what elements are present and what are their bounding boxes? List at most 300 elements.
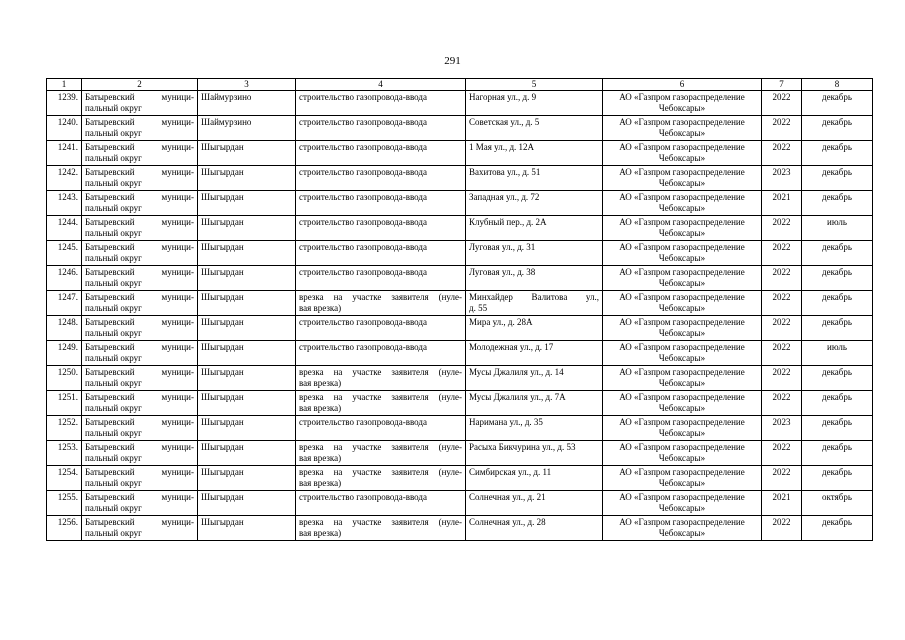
row-number-cell — [47, 166, 82, 191]
work-type-cell-text — [299, 203, 462, 214]
work-type-cell-text: врезка на участке заявителя (нуле- — [299, 292, 462, 302]
year-cell-text: 2022 — [772, 217, 791, 227]
settlement-cell-text: Шыгырдан — [201, 292, 244, 302]
column-header: 3 — [198, 79, 296, 91]
month-cell-text: декабрь — [822, 142, 852, 152]
row-number-cell — [47, 191, 82, 216]
row-number-cell-text: 1249. — [57, 342, 78, 352]
settlement-cell — [198, 366, 296, 391]
organization-cell-text: АО «Газпром газораспределение — [619, 517, 745, 527]
organization-cell — [603, 116, 762, 141]
month-cell — [802, 241, 873, 266]
month-cell — [802, 441, 873, 466]
table-row — [47, 141, 873, 166]
address-cell — [466, 516, 603, 541]
settlement-cell-text: Шыгырдан — [201, 442, 244, 452]
month-cell — [802, 191, 873, 216]
address-cell-text: 1 Мая ул., д. 12А — [469, 142, 535, 152]
address-cell — [466, 241, 603, 266]
settlement-cell — [198, 216, 296, 241]
organization-cell-text: АО «Газпром газораспределение — [619, 467, 745, 477]
district-cell-text: пальный округ — [85, 378, 142, 388]
organization-cell-text: Чебоксары» — [658, 303, 706, 313]
row-number-cell — [47, 391, 82, 416]
address-cell-text: Советская ул., д. 5 — [469, 117, 540, 127]
year-cell — [762, 366, 802, 391]
organization-cell — [603, 341, 762, 366]
address-cell-text — [469, 428, 599, 439]
work-type-cell-text — [299, 353, 462, 364]
address-cell-text: д. 55 — [469, 303, 488, 313]
district-cell-text: Батыревский муници- — [85, 292, 194, 302]
month-cell — [802, 466, 873, 491]
organization-cell-text: Чебоксары» — [658, 378, 706, 388]
work-type-cell-text — [299, 328, 462, 339]
district-cell-text: Батыревский муници- — [85, 417, 194, 427]
address-cell — [466, 141, 603, 166]
row-number-cell-text: 1247. — [57, 292, 78, 302]
organization-cell-text: АО «Газпром газораспределение — [619, 117, 745, 127]
row-number-cell — [47, 416, 82, 441]
work-type-cell-text: вая врезка) — [299, 478, 342, 488]
address-cell — [466, 491, 603, 516]
address-cell-text: Луговая ул., д. 38 — [469, 267, 536, 277]
district-cell — [82, 441, 198, 466]
address-cell — [466, 291, 603, 316]
organization-cell — [603, 366, 762, 391]
district-cell-text: Батыревский муници- — [85, 442, 194, 452]
address-cell-text: Расыха Бикчурина ул., д. 53 — [469, 442, 576, 452]
district-cell-text: Батыревский муници- — [85, 92, 194, 102]
settlement-cell-text: Шыгырдан — [201, 517, 244, 527]
address-cell — [466, 191, 603, 216]
organization-cell-text: АО «Газпром газораспределение — [619, 92, 745, 102]
column-header: 5 — [466, 79, 603, 91]
month-cell-text: июль — [827, 217, 847, 227]
row-number-cell-text: 1239. — [57, 92, 78, 102]
month-cell — [802, 266, 873, 291]
work-type-cell-text: врезка на участке заявителя (нуле- — [299, 442, 462, 452]
district-cell-text: Батыревский муници- — [85, 342, 194, 352]
work-type-cell-text — [299, 278, 462, 289]
address-cell — [466, 166, 603, 191]
address-cell-text: Луговая ул., д. 31 — [469, 242, 536, 252]
work-type-cell-text: вая врезка) — [299, 303, 342, 313]
address-cell-text — [469, 253, 599, 264]
settlement-cell-text: Шыгырдан — [201, 142, 244, 152]
month-cell-text: декабрь — [822, 467, 852, 477]
district-cell-text: пальный округ — [85, 353, 142, 363]
address-cell-text — [469, 203, 599, 214]
year-cell — [762, 191, 802, 216]
row-number-cell-text: 1240. — [57, 117, 78, 127]
table-row — [47, 491, 873, 516]
district-cell-text: Батыревский муници- — [85, 267, 194, 277]
month-cell-text: декабрь — [822, 417, 852, 427]
settlement-cell — [198, 441, 296, 466]
work-type-cell-text: строительство газопровода-ввода — [299, 242, 427, 252]
work-type-cell — [296, 341, 466, 366]
work-type-cell-text — [299, 228, 462, 239]
row-number-cell — [47, 466, 82, 491]
address-cell-text: Симбирская ул., д. 11 — [469, 467, 552, 477]
year-cell — [762, 91, 802, 116]
month-cell — [802, 291, 873, 316]
header-row — [47, 79, 873, 91]
work-type-cell-text: врезка на участке заявителя (нуле- — [299, 467, 462, 477]
organization-cell — [603, 141, 762, 166]
work-type-cell-text: строительство газопровода-ввода — [299, 142, 427, 152]
month-cell — [802, 316, 873, 341]
organization-cell-text: Чебоксары» — [658, 353, 706, 363]
organization-cell — [603, 416, 762, 441]
row-number-cell — [47, 516, 82, 541]
column-header: 6 — [603, 79, 762, 91]
address-cell-text — [469, 228, 599, 239]
district-cell-text: пальный округ — [85, 253, 142, 263]
address-cell-text: Солнечная ул., д. 28 — [469, 517, 546, 527]
address-cell — [466, 441, 603, 466]
organization-cell — [603, 216, 762, 241]
month-cell — [802, 366, 873, 391]
organization-cell-text: Чебоксары» — [658, 528, 706, 538]
district-cell — [82, 141, 198, 166]
district-cell-text: Батыревский муници- — [85, 117, 194, 127]
table-row — [47, 216, 873, 241]
year-cell — [762, 141, 802, 166]
month-cell-text: декабрь — [822, 517, 852, 527]
address-cell — [466, 391, 603, 416]
table-row — [47, 241, 873, 266]
work-type-cell-text — [299, 128, 462, 139]
work-type-cell-text: врезка на участке заявителя (нуле- — [299, 367, 462, 377]
district-cell — [82, 241, 198, 266]
settlement-cell-text: Шыгырдан — [201, 342, 244, 352]
organization-cell-text: АО «Газпром газораспределение — [619, 342, 745, 352]
work-type-cell-text: строительство газопровода-ввода — [299, 217, 427, 227]
work-type-cell — [296, 366, 466, 391]
year-cell-text: 2022 — [772, 317, 791, 327]
row-number-cell — [47, 341, 82, 366]
address-cell-text: Молодежная ул., д. 17 — [469, 342, 554, 352]
organization-cell-text: АО «Газпром газораспределение — [619, 267, 745, 277]
year-cell — [762, 416, 802, 441]
address-cell-text: Мусы Джалиля ул., д. 14 — [469, 367, 564, 377]
work-type-cell — [296, 216, 466, 241]
organization-cell-text: АО «Газпром газораспределение — [619, 317, 745, 327]
organization-cell-text: АО «Газпром газораспределение — [619, 367, 745, 377]
district-cell-text: пальный округ — [85, 153, 142, 163]
organization-cell-text: Чебоксары» — [658, 453, 706, 463]
organization-cell-text: АО «Газпром газораспределение — [619, 392, 745, 402]
organization-cell-text: Чебоксары» — [658, 153, 706, 163]
organization-cell-text: Чебоксары» — [658, 503, 706, 513]
district-cell — [82, 266, 198, 291]
organization-cell — [603, 391, 762, 416]
row-number-cell — [47, 91, 82, 116]
settlement-cell-text: Шыгырдан — [201, 417, 244, 427]
row-number-cell-text: 1253. — [57, 442, 78, 452]
settlement-cell — [198, 491, 296, 516]
year-cell — [762, 291, 802, 316]
month-cell-text: декабрь — [822, 92, 852, 102]
work-type-cell-text: вая врезка) — [299, 403, 342, 413]
row-number-cell-text: 1244. — [57, 217, 78, 227]
settlement-cell-text: Шыгырдан — [201, 467, 244, 477]
year-cell — [762, 316, 802, 341]
organization-cell — [603, 266, 762, 291]
district-cell — [82, 316, 198, 341]
work-type-cell — [296, 441, 466, 466]
row-number-cell — [47, 216, 82, 241]
district-cell-text: Батыревский муници- — [85, 242, 194, 252]
work-type-cell-text: строительство газопровода-ввода — [299, 417, 427, 427]
row-number-cell — [47, 266, 82, 291]
year-cell-text: 2021 — [772, 492, 791, 502]
month-cell-text: декабрь — [822, 442, 852, 452]
row-number-cell-text: 1251. — [57, 392, 78, 402]
month-cell-text: июль — [827, 342, 847, 352]
year-cell-text: 2022 — [772, 367, 791, 377]
table-row — [47, 441, 873, 466]
settlement-cell — [198, 166, 296, 191]
organization-cell-text: Чебоксары» — [658, 328, 706, 338]
month-cell-text: декабрь — [822, 367, 852, 377]
work-type-cell-text — [299, 178, 462, 189]
settlement-cell-text: Шыгырдан — [201, 267, 244, 277]
work-type-cell-text: строительство газопровода-ввода — [299, 192, 427, 202]
organization-cell-text: АО «Газпром газораспределение — [619, 217, 745, 227]
settlement-cell-text: Шыгырдан — [201, 242, 244, 252]
month-cell — [802, 491, 873, 516]
district-cell — [82, 191, 198, 216]
row-number-cell — [47, 116, 82, 141]
organization-cell — [603, 191, 762, 216]
address-cell-text: Западная ул., д. 72 — [469, 192, 540, 202]
month-cell — [802, 166, 873, 191]
organization-cell — [603, 516, 762, 541]
month-cell — [802, 116, 873, 141]
district-cell-text: пальный округ — [85, 453, 142, 463]
row-number-cell — [47, 241, 82, 266]
settlement-cell — [198, 191, 296, 216]
year-cell-text: 2021 — [772, 192, 791, 202]
address-cell — [466, 366, 603, 391]
organization-cell — [603, 241, 762, 266]
work-type-cell-text: строительство газопровода-ввода — [299, 342, 427, 352]
organization-cell — [603, 316, 762, 341]
gasification-schedule-table — [46, 78, 873, 541]
organization-cell-text: Чебоксары» — [658, 103, 706, 113]
year-cell-text: 2023 — [772, 167, 791, 177]
district-cell-text: пальный округ — [85, 528, 142, 538]
row-number-cell-text: 1252. — [57, 417, 78, 427]
district-cell-text: пальный округ — [85, 278, 142, 288]
month-cell-text: декабрь — [822, 392, 852, 402]
work-type-cell — [296, 91, 466, 116]
month-cell-text: декабрь — [822, 192, 852, 202]
address-cell-text — [469, 103, 599, 114]
organization-cell-text: Чебоксары» — [658, 253, 706, 263]
address-cell-text: Минхайдер Валитова ул., — [469, 292, 599, 302]
district-cell-text: пальный округ — [85, 303, 142, 313]
month-cell — [802, 341, 873, 366]
district-cell-text: пальный округ — [85, 328, 142, 338]
year-cell-text: 2022 — [772, 242, 791, 252]
column-header: 8 — [802, 79, 873, 91]
address-cell — [466, 266, 603, 291]
table-row — [47, 291, 873, 316]
work-type-cell-text — [299, 428, 462, 439]
address-cell-text — [469, 328, 599, 339]
address-cell-text: Наримана ул., д. 35 — [469, 417, 543, 427]
month-cell-text: декабрь — [822, 242, 852, 252]
settlement-cell-text: Шыгырдан — [201, 317, 244, 327]
address-cell-text: Нагорная ул., д. 9 — [469, 92, 537, 102]
district-cell — [82, 466, 198, 491]
table-row — [47, 341, 873, 366]
work-type-cell-text — [299, 253, 462, 264]
district-cell-text: пальный округ — [85, 503, 142, 513]
row-number-cell-text: 1241. — [57, 142, 78, 152]
organization-cell-text: АО «Газпром газораспределение — [619, 442, 745, 452]
address-cell-text: Мира ул., д. 28А — [469, 317, 533, 327]
district-cell-text: Батыревский муници- — [85, 492, 194, 502]
table-row — [47, 191, 873, 216]
organization-cell — [603, 291, 762, 316]
district-cell-text: Батыревский муници- — [85, 217, 194, 227]
month-cell-text: декабрь — [822, 117, 852, 127]
district-cell-text: пальный округ — [85, 228, 142, 238]
year-cell — [762, 116, 802, 141]
address-cell-text — [469, 403, 599, 414]
month-cell-text: декабрь — [822, 167, 852, 177]
settlement-cell-text: Шыгырдан — [201, 217, 244, 227]
row-number-cell-text: 1248. — [57, 317, 78, 327]
year-cell — [762, 341, 802, 366]
year-cell — [762, 516, 802, 541]
settlement-cell — [198, 291, 296, 316]
work-type-cell — [296, 266, 466, 291]
district-cell-text: Батыревский муници- — [85, 517, 194, 527]
settlement-cell-text: Шаймурзино — [201, 117, 252, 127]
work-type-cell-text — [299, 503, 462, 514]
district-cell-text: Батыревский муници- — [85, 192, 194, 202]
table-row — [47, 266, 873, 291]
settlement-cell-text: Шаймурзино — [201, 92, 252, 102]
address-cell-text — [469, 478, 599, 489]
district-cell-text: пальный округ — [85, 128, 142, 138]
table-row — [47, 366, 873, 391]
settlement-cell — [198, 466, 296, 491]
year-cell — [762, 466, 802, 491]
address-cell-text: Вахитова ул., д. 51 — [469, 167, 541, 177]
organization-cell — [603, 91, 762, 116]
address-cell — [466, 216, 603, 241]
work-type-cell-text: вая врезка) — [299, 453, 342, 463]
organization-cell-text: АО «Газпром газораспределение — [619, 167, 745, 177]
address-cell-text — [469, 278, 599, 289]
address-cell-text — [469, 178, 599, 189]
work-type-cell — [296, 316, 466, 341]
row-number-cell — [47, 291, 82, 316]
organization-cell-text: Чебоксары» — [658, 428, 706, 438]
district-cell-text: Батыревский муници- — [85, 167, 194, 177]
district-cell — [82, 291, 198, 316]
address-cell-text — [469, 153, 599, 164]
organization-cell-text: АО «Газпром газораспределение — [619, 192, 745, 202]
row-number-cell-text: 1243. — [57, 192, 78, 202]
work-type-cell — [296, 141, 466, 166]
work-type-cell-text: вая врезка) — [299, 378, 342, 388]
organization-cell-text: Чебоксары» — [658, 203, 706, 213]
district-cell — [82, 366, 198, 391]
district-cell-text: пальный округ — [85, 403, 142, 413]
district-cell-text: Батыревский муници- — [85, 142, 194, 152]
month-cell — [802, 391, 873, 416]
settlement-cell-text: Шыгырдан — [201, 392, 244, 402]
settlement-cell — [198, 416, 296, 441]
row-number-cell — [47, 316, 82, 341]
address-cell — [466, 466, 603, 491]
district-cell-text: Батыревский муници- — [85, 392, 194, 402]
organization-cell — [603, 466, 762, 491]
month-cell-text: декабрь — [822, 292, 852, 302]
row-number-cell-text: 1245. — [57, 242, 78, 252]
district-cell — [82, 516, 198, 541]
work-type-cell-text: строительство газопровода-ввода — [299, 167, 427, 177]
table-row — [47, 91, 873, 116]
work-type-cell — [296, 116, 466, 141]
organization-cell — [603, 166, 762, 191]
district-cell-text: Батыревский муници- — [85, 467, 194, 477]
address-cell-text: Мусы Джалиля ул., д. 7А — [469, 392, 566, 402]
address-cell-text — [469, 353, 599, 364]
year-cell-text: 2023 — [772, 417, 791, 427]
row-number-cell-text: 1255. — [57, 492, 78, 502]
month-cell — [802, 216, 873, 241]
settlement-cell — [198, 141, 296, 166]
column-header: 2 — [82, 79, 198, 91]
column-header: 1 — [47, 79, 82, 91]
address-cell — [466, 116, 603, 141]
table-row — [47, 416, 873, 441]
district-cell — [82, 491, 198, 516]
work-type-cell-text: строительство газопровода-ввода — [299, 492, 427, 502]
year-cell — [762, 266, 802, 291]
work-type-cell-text: строительство газопровода-ввода — [299, 117, 427, 127]
settlement-cell-text: Шыгырдан — [201, 367, 244, 377]
district-cell — [82, 341, 198, 366]
year-cell-text: 2022 — [772, 92, 791, 102]
address-cell-text: Клубный пер., д. 2А — [469, 217, 547, 227]
organization-cell-text: Чебоксары» — [658, 478, 706, 488]
work-type-cell — [296, 416, 466, 441]
work-type-cell — [296, 291, 466, 316]
row-number-cell-text: 1246. — [57, 267, 78, 277]
year-cell-text: 2022 — [772, 342, 791, 352]
row-number-cell — [47, 491, 82, 516]
address-cell-text — [469, 503, 599, 514]
settlement-cell-text: Шыгырдан — [201, 192, 244, 202]
organization-cell-text: АО «Газпром газораспределение — [619, 292, 745, 302]
work-type-cell — [296, 491, 466, 516]
district-cell-text: пальный округ — [85, 103, 142, 113]
month-cell — [802, 141, 873, 166]
organization-cell-text: Чебоксары» — [658, 178, 706, 188]
district-cell-text: Батыревский муници- — [85, 317, 194, 327]
column-header: 7 — [762, 79, 802, 91]
